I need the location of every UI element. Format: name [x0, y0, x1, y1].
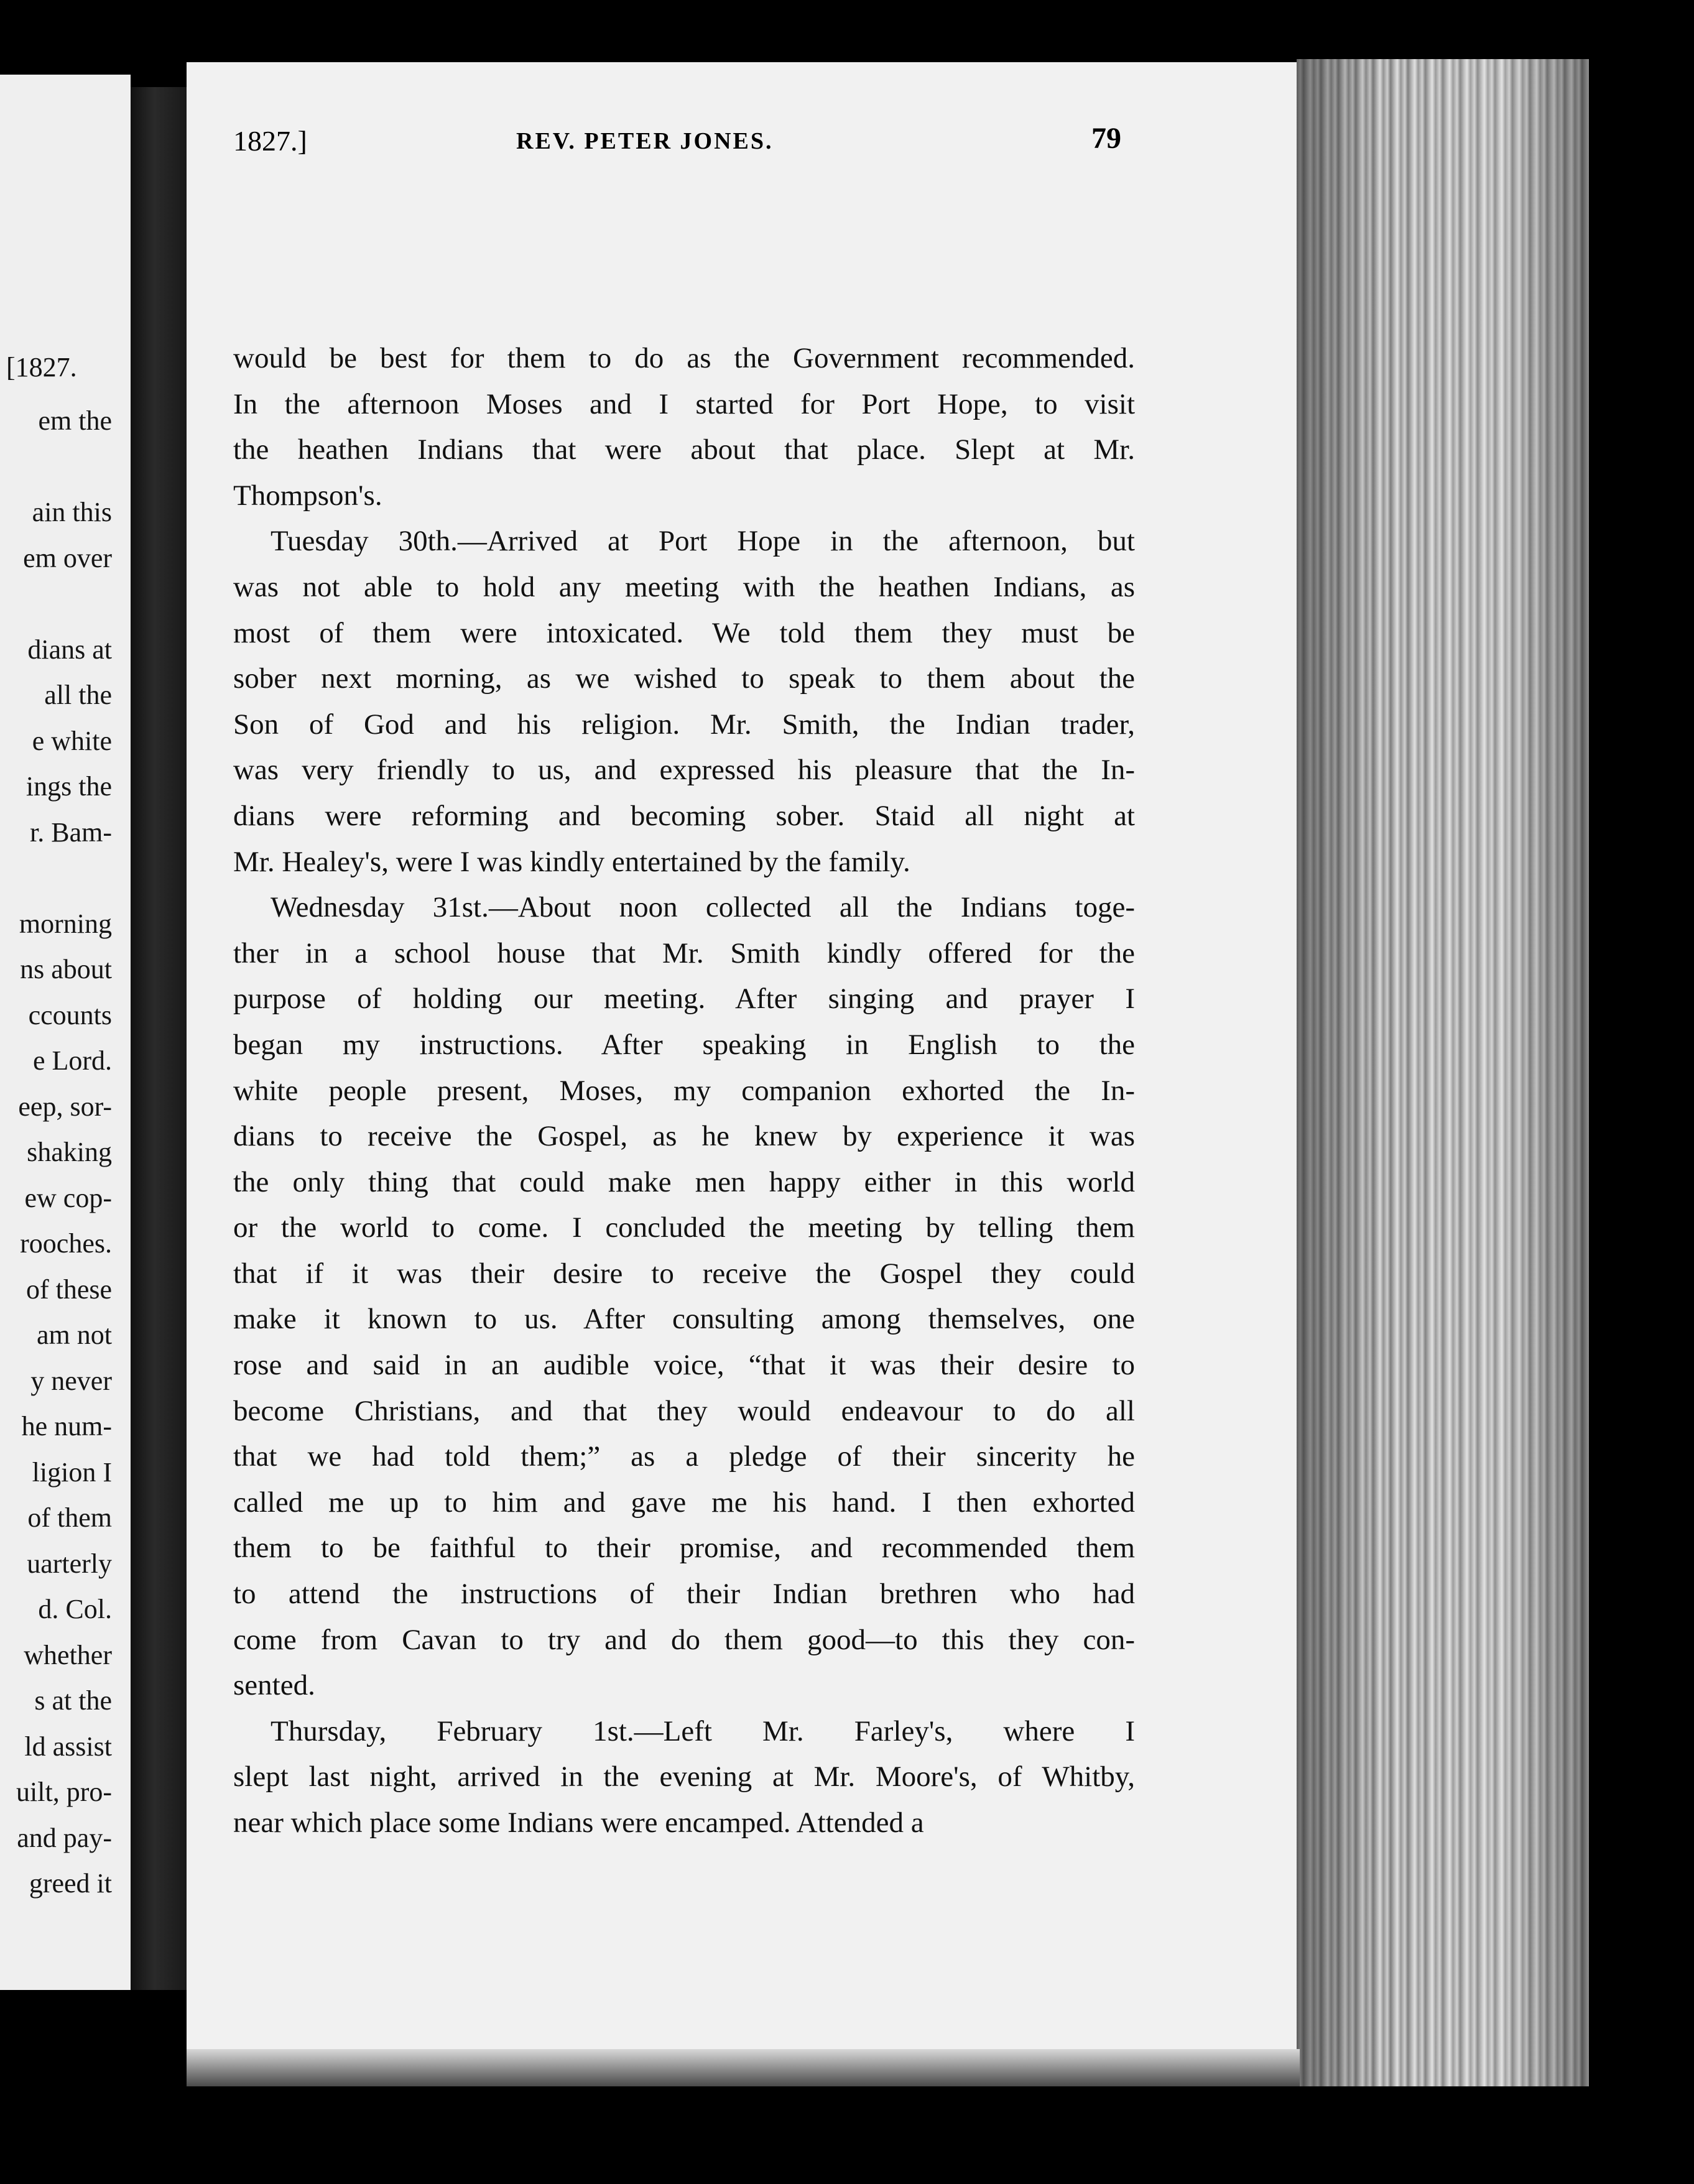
- text-line: Thursday, February 1st.—Left Mr. Farley's, where I: [271, 1714, 1135, 1747]
- text-line: sober next morning, as we wished to speak to them about the: [233, 662, 1135, 695]
- facing-page-line: ccounts: [28, 999, 112, 1030]
- text-line: In the afternoon Moses and I started for Port Hope, to visit: [233, 387, 1135, 420]
- page-bottom-edge: [187, 2049, 1300, 2086]
- facing-page-line: morning: [19, 908, 112, 939]
- text-line: Mr. Healey's, were I was kindly entertained by the family.: [233, 845, 910, 878]
- text-line: white people present, Moses, my companion exhorted the In-: [233, 1074, 1135, 1107]
- facing-page-line: y never: [30, 1365, 112, 1396]
- facing-page-line: e Lord.: [32, 1045, 112, 1076]
- text-line: become Christians, and that they would endeavour to do all: [233, 1394, 1135, 1427]
- text-line: that if it was their desire to receive the Gospel they could: [233, 1257, 1135, 1290]
- text-line: slept last night, arrived in the evening at Mr. Moore's, of Whitby,: [233, 1761, 1135, 1793]
- text-line: or the world to come. I concluded the meeting by telling them: [233, 1211, 1135, 1244]
- facing-page-line: am not: [37, 1320, 112, 1350]
- facing-page-line: em over: [23, 542, 112, 573]
- text-line: was not able to hold any meeting with the heathen Indians, as: [233, 570, 1135, 603]
- facing-page-line: of these: [25, 1274, 112, 1305]
- text-line: rose and said in an audible voice, “that it was their desire to: [233, 1349, 1135, 1382]
- facing-page-line: rooches.: [20, 1228, 112, 1259]
- text-line: was very friendly to us, and expressed his pleasure that the In-: [233, 754, 1135, 787]
- facing-page-line: dians at: [27, 634, 112, 665]
- text-line: them to be faithful to their promise, and recommended them: [233, 1532, 1135, 1565]
- facing-page-line: ew cop-: [24, 1182, 112, 1213]
- facing-page-line: uarterly: [27, 1548, 112, 1579]
- text-line: sented.: [233, 1669, 315, 1702]
- text-line: dians to receive the Gospel, as he knew by experience it was: [233, 1120, 1135, 1153]
- facing-page-line: e white: [32, 725, 112, 756]
- facing-page-line: eep, sor-: [18, 1091, 112, 1122]
- text-line: called me up to him and gave me his hand. I then exhorted: [233, 1486, 1135, 1519]
- text-line: near which place some Indians were encamped. Attended a: [233, 1807, 924, 1839]
- facing-page-line: all the: [44, 680, 112, 710]
- facing-page-line: uilt, pro-: [16, 1777, 112, 1807]
- facing-page-line: ns about: [20, 954, 112, 984]
- text-line: Thompson's.: [233, 479, 382, 512]
- text-line: Tuesday 30th.—Arrived at Port Hope in the afternoon, but: [271, 525, 1135, 558]
- facing-page-header: [1827.: [6, 352, 77, 382]
- text-line: make it known to us. After consulting among themselves, one: [233, 1303, 1135, 1336]
- text-line: purpose of holding our meeting. After singing and prayer I: [233, 983, 1135, 1016]
- text-line: ther in a school house that Mr. Smith kindly offered for the: [233, 937, 1135, 969]
- facing-page-line: ld assist: [24, 1731, 112, 1762]
- running-head-title: REV. PETER JONES.: [516, 128, 774, 154]
- facing-page-line: ings the: [25, 771, 112, 802]
- text-line: Wednesday 31st.—About noon collected all the Indians toge-: [271, 891, 1135, 924]
- facing-page-line: shaking: [27, 1137, 112, 1167]
- page-number: 79: [1091, 122, 1121, 155]
- facing-page-line: whether: [24, 1639, 112, 1670]
- facing-page-line: ain this: [32, 497, 112, 527]
- facing-page-line: [16, 444, 112, 490]
- text-line: began my instructions. After speaking in English to the: [233, 1028, 1135, 1061]
- facing-page-line: he num-: [21, 1411, 112, 1441]
- text-line: the heathen Indians that were about that place. Slept at Mr.: [233, 433, 1135, 466]
- facing-page-line: [16, 581, 112, 627]
- page-block-shading: [1297, 59, 1589, 2086]
- facing-page-line: r. Bam-: [30, 817, 112, 848]
- facing-page-line: [16, 855, 112, 901]
- facing-page: [0, 75, 131, 1990]
- text-line: come from Cavan to try and do them good—to this they con-: [233, 1623, 1135, 1656]
- text-line: most of them were intoxicated. We told them they must be: [233, 616, 1135, 649]
- running-head-year: 1827.]: [233, 125, 307, 157]
- book-gutter: [131, 87, 190, 1990]
- facing-page-line: of them: [27, 1502, 112, 1533]
- text-line: that we had told them;” as a pledge of their sincerity he: [233, 1440, 1135, 1473]
- text-line: to attend the instructions of their Indian brethren who had: [233, 1578, 1135, 1611]
- facing-page-line: and pay-: [17, 1822, 112, 1853]
- facing-page-line: ligion I: [32, 1456, 112, 1488]
- text-line: Son of God and his religion. Mr. Smith, the Indian trader,: [233, 708, 1135, 741]
- facing-page-line: em the: [38, 405, 112, 436]
- facing-page-line: s at the: [34, 1685, 112, 1716]
- page-body-text: [233, 336, 1135, 1846]
- text-line: the only thing that could make men happy either in this world: [233, 1165, 1135, 1198]
- text-line: dians were reforming and becoming sober. Staid all night at: [233, 799, 1135, 832]
- facing-page-line: d. Col.: [38, 1594, 112, 1624]
- text-line: would be best for them to do as the Government recommended.: [233, 342, 1135, 374]
- facing-page-text: [16, 398, 112, 1907]
- facing-page-line: greed it: [29, 1868, 112, 1899]
